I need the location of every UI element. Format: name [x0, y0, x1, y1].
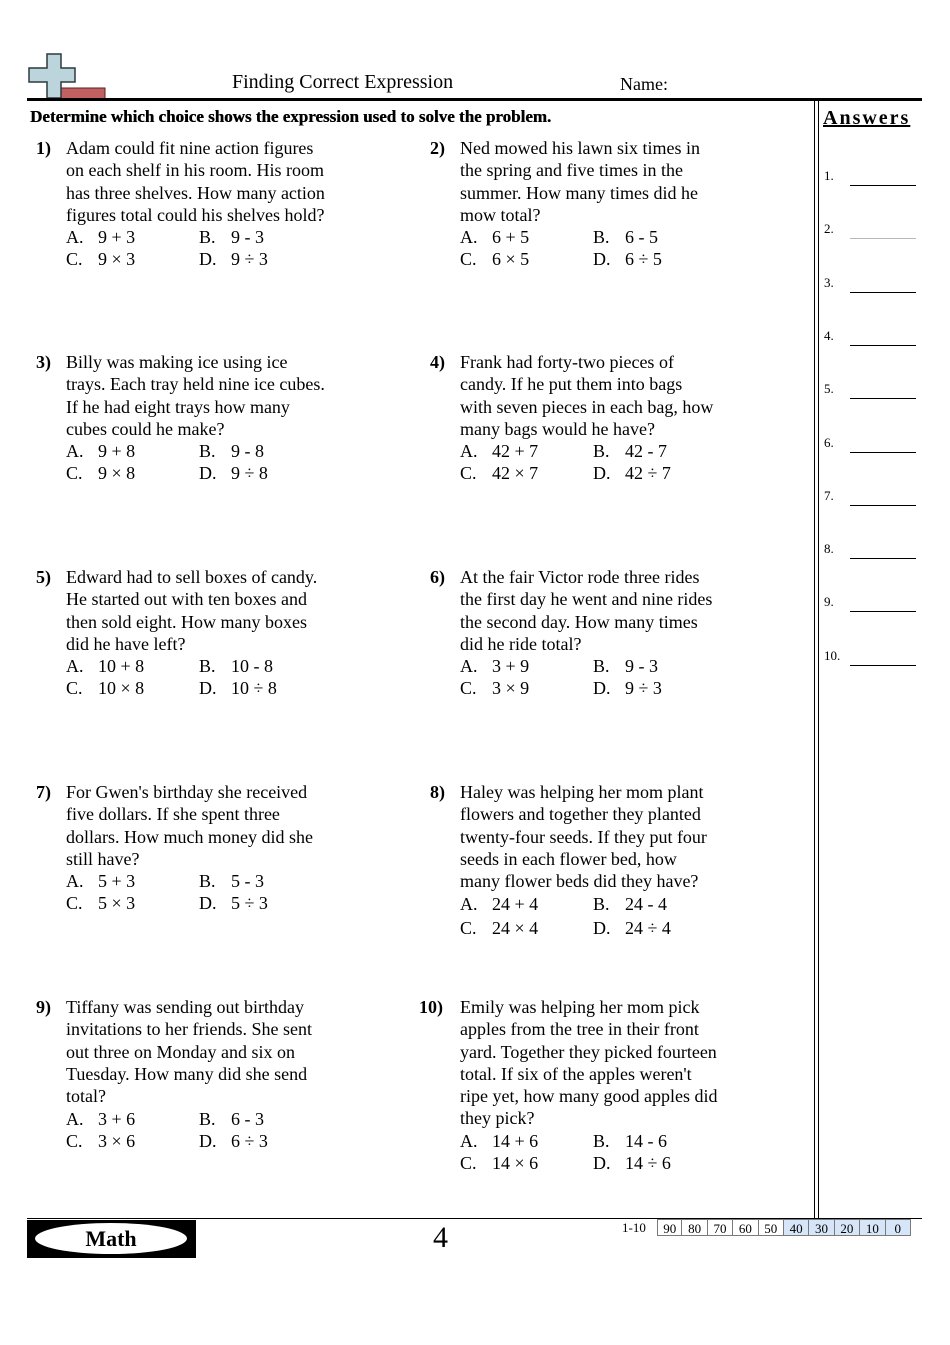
math-badge-label: Math — [35, 1223, 187, 1254]
choice-letter: A. — [66, 227, 84, 248]
choice-option[interactable] — [460, 440, 538, 462]
choice-letter: C. — [460, 249, 477, 270]
choice-expression: 42 + 7 — [492, 441, 539, 462]
problem-text-line: the spring and five times in the — [460, 160, 683, 181]
problem-text-line: summer. How many times did he — [460, 182, 698, 203]
choice-expression: 9 + 8 — [98, 441, 136, 462]
choice-option[interactable] — [460, 655, 529, 677]
choice-option[interactable] — [460, 917, 538, 939]
choice-letter: B. — [593, 893, 610, 914]
choice-letter: A. — [66, 656, 84, 677]
choice-option[interactable] — [199, 870, 264, 892]
choice-option[interactable] — [593, 917, 671, 939]
problem-number: 3) — [36, 352, 51, 372]
answer-line[interactable] — [824, 435, 916, 455]
problem-text-line: trays. Each tray held nine ice cubes. — [66, 374, 325, 395]
choice-expression: 14 × 6 — [492, 1153, 539, 1174]
choice-option[interactable] — [460, 893, 538, 915]
answer-column-divider — [814, 100, 815, 1228]
choice-expression: 24 ÷ 4 — [625, 917, 671, 938]
answer-line-number: 2. — [824, 221, 834, 237]
choice-letter: A. — [66, 441, 84, 462]
problem-text-line: the second day. How many times — [460, 611, 698, 632]
worksheet-title: Finding Correct Expression — [232, 71, 454, 93]
choice-option[interactable] — [199, 892, 268, 914]
choice-expression: 5 - 3 — [231, 871, 264, 892]
problem-text-line: mow total? — [460, 204, 541, 225]
choice-option[interactable] — [460, 462, 538, 484]
choice-letter: D. — [593, 463, 611, 484]
problem-number: 4) — [430, 352, 445, 372]
choice-option[interactable] — [593, 440, 667, 462]
problem-text-line: dollars. How much money did she — [66, 826, 313, 847]
answer-line[interactable] — [824, 328, 916, 348]
choice-option[interactable] — [66, 462, 135, 484]
choice-option[interactable] — [593, 893, 667, 915]
choice-option[interactable] — [199, 1108, 264, 1130]
problem-number: 6) — [430, 567, 445, 587]
problem-text-line: has three shelves. How many action — [66, 182, 325, 203]
choice-expression: 24 + 4 — [492, 893, 539, 914]
answer-blank[interactable] — [850, 345, 916, 346]
score-cell: 60 — [733, 1219, 758, 1236]
score-cell: 40 — [784, 1219, 809, 1236]
choice-option[interactable] — [199, 655, 273, 677]
choice-expression: 6 ÷ 5 — [625, 249, 662, 270]
problem-text — [460, 996, 750, 1130]
choice-expression: 9 × 8 — [98, 463, 136, 484]
page-number: 4 — [433, 1221, 448, 1254]
choice-option[interactable] — [593, 462, 671, 484]
choice-expression: 6 - 5 — [625, 227, 658, 248]
choice-letter: C. — [460, 917, 477, 938]
problem-text-line: seeds in each flower bed, how — [460, 848, 677, 869]
plus-logo-icon — [27, 52, 107, 102]
instructions: Determine which choice shows the expression used to solve the problem. — [30, 107, 552, 126]
answer-blank[interactable] — [850, 505, 916, 506]
answer-blank[interactable] — [850, 185, 916, 186]
problem-text-line: For Gwen's birthday she received — [66, 782, 308, 802]
answer-line-number: 8. — [824, 541, 834, 557]
problem-text-line: many flower beds did they have? — [460, 871, 699, 892]
choice-option[interactable] — [66, 440, 135, 462]
choice-letter: B. — [593, 441, 610, 462]
answer-line[interactable] — [824, 221, 916, 241]
problem-text-line: Haley was helping her mom plant — [460, 782, 704, 802]
problem-text-line: they pick? — [460, 1108, 535, 1129]
choice-expression: 14 - 6 — [625, 1130, 667, 1151]
choice-letter: C. — [66, 678, 83, 699]
choice-option[interactable] — [199, 677, 277, 699]
choice-letter: C. — [66, 893, 83, 914]
answer-line-number: 6. — [824, 434, 834, 450]
choice-letter: B. — [199, 441, 216, 462]
choice-letter: C. — [66, 463, 83, 484]
problem-text-line: still have? — [66, 848, 140, 869]
problem-text-line: flowers and together they planted — [460, 804, 701, 825]
choice-option[interactable] — [460, 248, 529, 270]
choice-letter: B. — [199, 227, 216, 248]
score-cell: 20 — [835, 1219, 860, 1236]
choice-option[interactable] — [593, 226, 658, 248]
problem-text-line: did he ride total? — [460, 633, 582, 654]
choice-letter: A. — [460, 893, 478, 914]
choice-letter: D. — [199, 463, 217, 484]
choice-letter: D. — [593, 678, 611, 699]
problem-text-line: Tiffany was sending out birthday — [66, 997, 304, 1017]
answer-blank[interactable] — [850, 238, 916, 239]
problem-text-line: cubes could he make? — [66, 418, 225, 439]
problem-number: 5) — [36, 567, 51, 587]
answer-blank[interactable] — [850, 292, 916, 293]
choice-option[interactable] — [199, 440, 264, 462]
problem-text-line: Tuesday. How many did she send — [66, 1063, 308, 1084]
score-cell: 10 — [860, 1219, 885, 1236]
choice-expression: 10 ÷ 8 — [231, 678, 277, 699]
score-table — [657, 1219, 911, 1236]
choice-letter: D. — [593, 249, 611, 270]
choice-option[interactable] — [460, 1130, 538, 1152]
problem-text-line: Adam could fit nine action figures — [66, 138, 314, 158]
choice-expression: 14 + 6 — [492, 1130, 539, 1151]
choice-letter: C. — [66, 1130, 83, 1151]
problem-text — [460, 351, 750, 440]
choice-letter: A. — [460, 227, 478, 248]
choice-option[interactable] — [66, 677, 144, 699]
choice-letter: A. — [66, 871, 84, 892]
score-cell: 70 — [708, 1219, 733, 1236]
choice-letter: D. — [199, 678, 217, 699]
choice-expression: 9 - 3 — [625, 656, 658, 677]
problem-text-line: many bags would he have? — [460, 418, 655, 439]
choice-option[interactable] — [593, 677, 662, 699]
answer-blank[interactable] — [850, 665, 916, 666]
choice-letter: A. — [66, 1108, 84, 1129]
problem-text — [460, 566, 750, 655]
score-cell: 90 — [657, 1219, 682, 1236]
answer-blank[interactable] — [850, 452, 916, 453]
problem-text-line: then sold eight. How many boxes — [66, 611, 307, 632]
score-cell: 0 — [886, 1219, 911, 1236]
answer-line-number: 7. — [824, 487, 834, 503]
choice-letter: A. — [460, 1130, 478, 1151]
choice-expression: 10 × 8 — [98, 678, 145, 699]
problem-text-line: ripe yet, how many good apples did — [460, 1086, 718, 1107]
problem-text-line: Billy was making ice using ice — [66, 352, 288, 372]
choice-expression: 6 - 3 — [231, 1108, 264, 1129]
answer-line-number: 9. — [824, 594, 834, 610]
choice-expression: 24 × 4 — [492, 917, 539, 938]
problem-number: 8) — [430, 782, 445, 802]
problem-text — [66, 781, 356, 870]
answer-line[interactable] — [824, 648, 916, 668]
choice-expression: 14 ÷ 6 — [625, 1153, 671, 1174]
problem-text-line: invitations to her friends. She sent — [66, 1019, 312, 1040]
problem-text — [66, 351, 356, 440]
answer-column-divider — [818, 100, 819, 1228]
choice-letter: B. — [593, 227, 610, 248]
problem-number: 9) — [36, 997, 51, 1017]
choice-expression: 6 + 5 — [492, 227, 530, 248]
choice-expression: 3 + 6 — [98, 1108, 136, 1129]
problem-text-line: five dollars. If she spent three — [66, 804, 280, 825]
choice-expression: 10 + 8 — [98, 656, 145, 677]
choice-option[interactable] — [66, 870, 135, 892]
score-cell: 50 — [759, 1219, 784, 1236]
problem-text-line: did he have left? — [66, 633, 186, 654]
choice-expression: 5 × 3 — [98, 893, 136, 914]
choice-letter: B. — [199, 1108, 216, 1129]
choice-letter: C. — [460, 463, 477, 484]
answer-line[interactable] — [824, 488, 916, 508]
problem-text — [460, 781, 750, 892]
choice-option[interactable] — [199, 462, 268, 484]
problem-text-line: He started out with ten boxes and — [66, 589, 307, 610]
answer-line-number: 3. — [824, 274, 834, 290]
score-range-label: 1-10 — [622, 1220, 646, 1235]
choice-option[interactable] — [460, 226, 529, 248]
problem-text-line: twenty-four seeds. If they put four — [460, 826, 707, 847]
choice-option[interactable] — [66, 892, 135, 914]
problem-text-line: At the fair Victor rode three rides — [460, 567, 700, 587]
answer-line-number: 4. — [824, 327, 834, 343]
answer-line[interactable] — [824, 275, 916, 295]
answer-line[interactable] — [824, 168, 916, 188]
problem-number: 7) — [36, 782, 51, 802]
choice-option[interactable] — [199, 226, 264, 248]
choice-option[interactable] — [460, 1152, 538, 1174]
choice-option[interactable] — [66, 1108, 135, 1130]
problem-text-line: total. If six of the apples weren't — [460, 1063, 692, 1084]
choice-option[interactable] — [66, 655, 144, 677]
problem-text — [66, 566, 356, 655]
choice-option[interactable] — [66, 1130, 135, 1152]
choice-expression: 9 ÷ 8 — [231, 463, 268, 484]
choice-option[interactable] — [593, 1130, 667, 1152]
choice-expression: 3 + 9 — [492, 656, 530, 677]
choice-letter: D. — [593, 1153, 611, 1174]
problem-text — [66, 137, 356, 226]
choice-expression: 42 - 7 — [625, 441, 667, 462]
problem-text — [66, 996, 356, 1107]
choice-expression: 6 ÷ 3 — [231, 1130, 268, 1151]
answer-blank[interactable] — [850, 558, 916, 559]
problem-text-line: out three on Monday and six on — [66, 1041, 295, 1062]
problem-number: 10) — [419, 997, 443, 1017]
choice-option[interactable] — [199, 248, 268, 270]
choice-expression: 9 ÷ 3 — [625, 678, 662, 699]
problem-text-line: yard. Together they picked fourteen — [460, 1041, 717, 1062]
answer-line[interactable] — [824, 381, 916, 401]
answer-blank[interactable] — [850, 611, 916, 612]
problem-text-line: apples from the tree in their front — [460, 1019, 699, 1040]
choice-expression: 9 - 8 — [231, 441, 264, 462]
problem-text-line: Frank had forty-two pieces of — [460, 352, 674, 372]
choice-expression: 3 × 9 — [492, 678, 530, 699]
problem-text-line: Ned mowed his lawn six times in — [460, 138, 700, 158]
problem-number: 1) — [36, 138, 51, 158]
score-cell: 80 — [682, 1219, 707, 1236]
choice-letter: A. — [460, 656, 478, 677]
problem-text-line: total? — [66, 1086, 106, 1107]
problem-text-line: the first day he went and nine rides — [460, 589, 713, 610]
problem-text — [460, 137, 750, 226]
answer-line-number: 10. — [824, 647, 841, 663]
problem-text-line: Edward had to sell boxes of candy. — [66, 567, 318, 587]
choice-expression: 9 ÷ 3 — [231, 249, 268, 270]
choice-letter: B. — [199, 871, 216, 892]
problem-number: 2) — [430, 138, 445, 158]
problem-text-line: with seven pieces in each bag, how — [460, 396, 714, 417]
choice-letter: C. — [460, 678, 477, 699]
choice-expression: 6 × 5 — [492, 249, 530, 270]
choice-option[interactable] — [593, 655, 658, 677]
answer-blank[interactable] — [850, 398, 916, 399]
choice-expression: 9 × 3 — [98, 249, 136, 270]
choice-letter: A. — [460, 441, 478, 462]
math-badge — [27, 1220, 196, 1258]
choice-option[interactable] — [66, 226, 135, 248]
choice-expression: 10 - 8 — [231, 656, 273, 677]
score-cell: 30 — [809, 1219, 834, 1236]
choice-expression: 42 ÷ 7 — [625, 463, 671, 484]
choice-letter: B. — [593, 1130, 610, 1151]
problem-text-line: candy. If he put them into bags — [460, 374, 683, 395]
choice-expression: 42 × 7 — [492, 463, 539, 484]
answer-line[interactable] — [824, 541, 916, 561]
choice-expression: 3 × 6 — [98, 1130, 136, 1151]
problem-text-line: If he had eight trays how many — [66, 396, 290, 417]
problem-text-line: on each shelf in his room. His room — [66, 160, 324, 181]
choice-letter: C. — [66, 249, 83, 270]
choice-letter: B. — [199, 656, 216, 677]
choice-expression: 5 + 3 — [98, 871, 136, 892]
choice-expression: 9 + 3 — [98, 227, 136, 248]
choice-letter: D. — [199, 1130, 217, 1151]
choice-letter: D. — [199, 893, 217, 914]
choice-option[interactable] — [593, 248, 662, 270]
name-label: Name: — [620, 74, 668, 94]
answers-heading: Answers — [823, 107, 911, 129]
choice-letter: D. — [199, 249, 217, 270]
choice-letter: B. — [593, 656, 610, 677]
choice-expression: 5 ÷ 3 — [231, 893, 268, 914]
answer-line[interactable] — [824, 594, 916, 614]
choice-option[interactable] — [66, 248, 135, 270]
choice-letter: D. — [593, 917, 611, 938]
choice-expression: 24 - 4 — [625, 893, 667, 914]
header-rule — [27, 98, 922, 101]
choice-option[interactable] — [460, 677, 529, 699]
answer-line-number: 5. — [824, 381, 834, 397]
choice-letter: C. — [460, 1153, 477, 1174]
choice-option[interactable] — [199, 1130, 268, 1152]
choice-option[interactable] — [593, 1152, 671, 1174]
problem-text-line: figures total could his shelves hold? — [66, 204, 325, 225]
problem-text-line: Emily was helping her mom pick — [460, 997, 700, 1017]
choice-expression: 9 - 3 — [231, 227, 264, 248]
answer-line-number: 1. — [824, 168, 834, 183]
